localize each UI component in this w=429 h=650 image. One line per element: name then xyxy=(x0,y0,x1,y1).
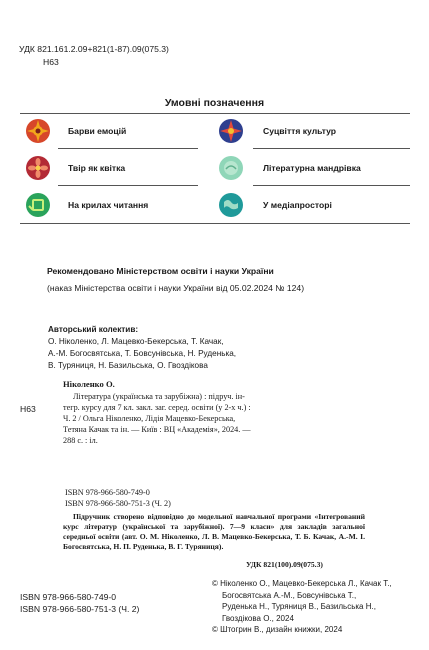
legend-title: Умовні позначення xyxy=(164,97,265,109)
legend-divider-right-2 xyxy=(253,185,410,186)
legend-label-flower: Твір як квітка xyxy=(68,163,126,173)
copyright-line: Богосвятська А.-М., Бовсунівська Т., xyxy=(222,590,357,600)
copyright-line: Гвоздікова О., 2024 xyxy=(222,613,294,623)
isbn-line-1: ISBN 978-966-580-749-0 xyxy=(20,592,117,602)
legend-top-divider xyxy=(20,113,410,114)
biblio-isbn-1: ISBN 978-966-580-749-0 xyxy=(65,488,150,497)
legend-label-emotions: Барви емоцій xyxy=(68,126,127,136)
legend-divider-left-2 xyxy=(58,185,198,186)
authors-line: А.-М. Богосвятська, Т. Бовсунівська, Н. Руденька, xyxy=(48,349,237,358)
legend-label-cultures: Суцвіття культур xyxy=(263,126,337,136)
biblio-description-line: Тетяна Качак та ін. — Київ : ВЦ «Академія», 2024. — xyxy=(63,425,251,434)
biblio-description-line: тегр. курсу для 7 кл. закл. заг. серед. освіти (у 2-х ч.) : xyxy=(63,403,251,412)
emotions-colors-icon xyxy=(25,118,51,144)
legend-label-travel: Літературна мандрівка xyxy=(263,163,361,173)
biblio-description-line: 288 с. : іл. xyxy=(63,436,98,445)
legend-bottom-divider xyxy=(20,223,410,224)
recommendation-line: Рекомендовано Міністерством освіти і науки України xyxy=(47,266,274,276)
legend-divider-right-1 xyxy=(253,148,410,149)
biblio-isbn-2: ISBN 978-966-580-751-3 (Ч. 2) xyxy=(65,499,171,508)
authors-line: В. Туряниця, Н. Базильська, О. Гвоздікова xyxy=(48,361,208,370)
copyright-line: © Штогрин В., дизайн книжки, 2024 xyxy=(212,625,343,634)
recommendation-order: (наказ Міністерства освіти і науки України від 05.02.2024 № 124) xyxy=(47,283,305,293)
biblio-description-line: Ч. 2 / Ольга Ніколенко, Лідія Мацевко-Бекерська, xyxy=(63,414,236,423)
biblio-description-line: Література (українська та зарубіжна) : підруч. ін- xyxy=(73,392,245,401)
travel-icon xyxy=(218,155,244,181)
copyright-line: Руденька Н., Туряниця В., Базильська Н., xyxy=(222,602,376,611)
biblio-author: Ніколенко О. xyxy=(63,379,115,389)
classification-code: Н63 xyxy=(43,57,59,67)
culture-compass-icon xyxy=(218,118,244,144)
media-globe-icon xyxy=(218,192,244,218)
authors-line: О. Ніколенко, Л. Мацевко-Бекерська, Т. Качак, xyxy=(48,337,224,346)
copyright-line: © Ніколенко О., Мацевко-Бекерська Л., Качак Т., xyxy=(212,579,392,588)
reading-wings-icon xyxy=(25,192,51,218)
legend-divider-left-1 xyxy=(58,148,198,149)
flower-icon xyxy=(25,155,51,181)
biblio-annotation: Підручник створено відповідно до модельної навчальної програми «Інтегрований курс літератур (української та зарубіжної). 7—9 класи» для закладів загальної середньої освіти (авт. О. М. Ніколенко, Л. В. Мацевко-Бекерська, Т. Б. Качак, А.-М. І. Богосвятська, Н. П. Руденька, В. Г. Туряниця). xyxy=(63,512,365,551)
biblio-description xyxy=(63,391,363,446)
copyright-block xyxy=(212,578,422,636)
legend-label-media: У медіапросторі xyxy=(263,200,332,210)
isbn-line-2: ISBN 978-966-580-751-3 (Ч. 2) xyxy=(20,604,140,614)
authors-heading: Авторський колектив: xyxy=(48,325,139,334)
biblio-class-code: Н63 xyxy=(20,404,36,414)
biblio-udk: УДК 821(100).09(075.3) xyxy=(246,560,323,569)
udk-code: УДК 821.161.2.09+821(1-87).09(075.3) xyxy=(19,44,169,54)
legend-label-reading: На крилах читання xyxy=(68,200,149,210)
